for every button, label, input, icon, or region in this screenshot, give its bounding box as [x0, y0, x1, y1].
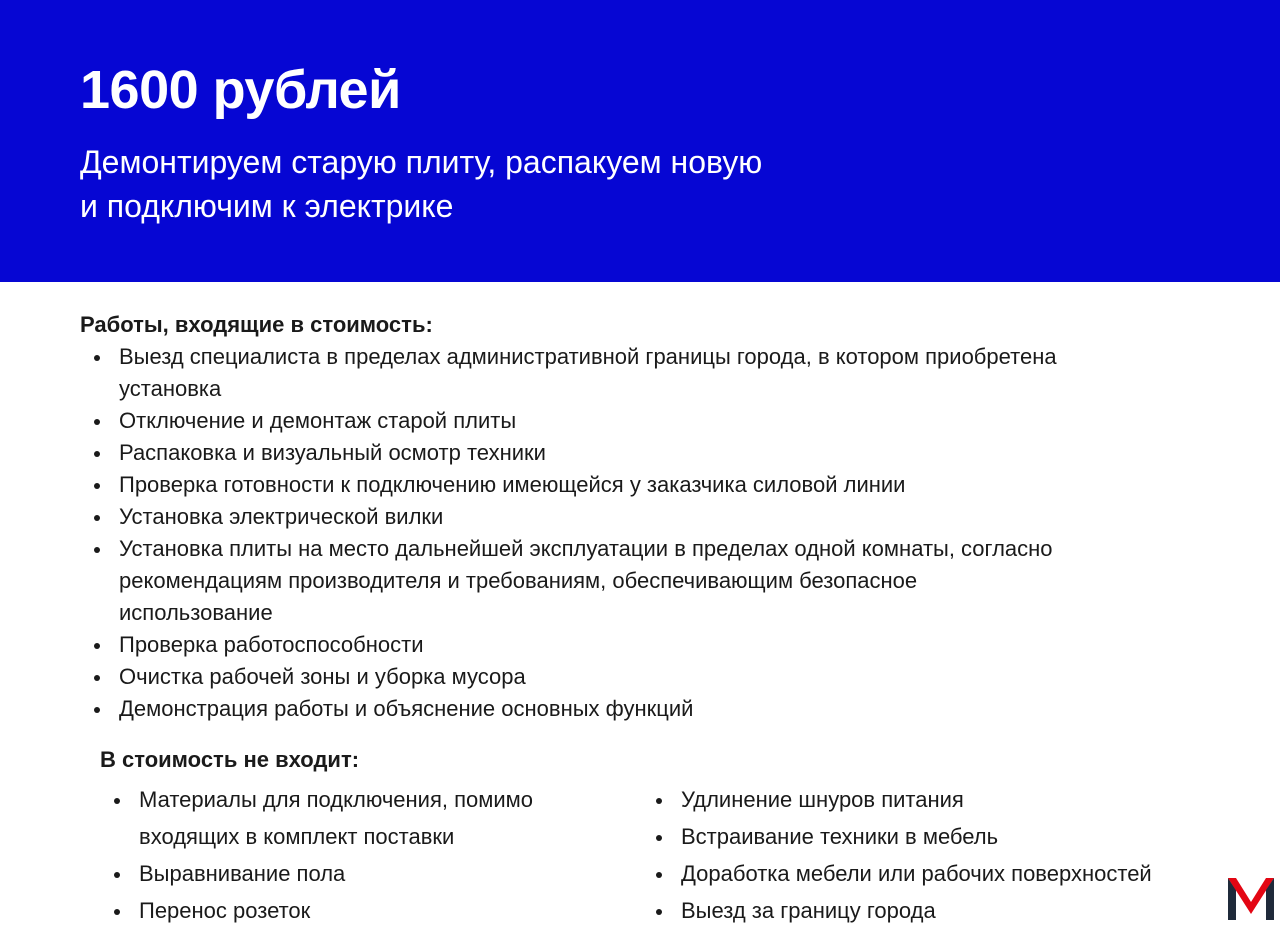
list-item-text: Распаковка и визуальный осмотр техники [119, 440, 546, 465]
list-item [100, 781, 609, 855]
brand-m-logo-svg [1226, 872, 1276, 920]
included-works-list [80, 341, 1080, 725]
list-item [642, 892, 1262, 929]
list-item-text: Выезд специалиста в пределах административной границы города, в котором приобретена установка [119, 344, 1057, 401]
bullet-icon [94, 355, 100, 361]
list-item [100, 855, 609, 892]
bullet-icon [94, 707, 100, 713]
list-item-text: Выезд за границу города [681, 898, 936, 923]
bullet-icon [94, 419, 100, 425]
list-item [80, 341, 1069, 405]
service-description-line: и подключим к электрике [80, 188, 454, 224]
bullet-icon [94, 483, 100, 489]
hero-banner [0, 0, 1280, 282]
list-item [80, 405, 1069, 437]
list-item [80, 629, 1069, 661]
list-item [80, 501, 1069, 533]
bullet-icon [114, 909, 120, 915]
bullet-icon [114, 872, 120, 878]
bullet-icon [94, 515, 100, 521]
excluded-list-right [642, 781, 1262, 929]
excluded-works-title: В стоимость не входит: [100, 747, 360, 772]
list-item-text: Установка плиты на место дальнейшей эксплуатации в пределах одной комнаты, согласно рекомендациям производителя и требованиям, обеспечивающим безопасное использование [119, 536, 1053, 625]
bullet-icon [656, 872, 662, 878]
list-item-text: Демонстрация работы и объяснение основных функций [119, 696, 694, 721]
list-item-text: Очистка рабочей зоны и уборка мусора [119, 664, 526, 689]
service-description [80, 140, 900, 228]
list-item-text: Проверка готовности к подключению имеющейся у заказчика силовой линии [119, 472, 906, 497]
list-item [642, 818, 1262, 855]
list-item [100, 892, 609, 929]
bullet-icon [114, 798, 120, 804]
list-item-text: Перенос розеток [139, 898, 311, 923]
list-item-text: Встраивание техники в мебель [681, 824, 999, 849]
included-works-section [80, 309, 1080, 725]
excluded-list-left [100, 781, 620, 929]
list-item-text: Проверка работоспособности [119, 632, 424, 657]
list-item [80, 437, 1069, 469]
list-item-text: Установка электрической вилки [119, 504, 444, 529]
list-item [80, 693, 1069, 725]
list-item-text: Материалы для подключения, помимо входящих в комплект поставки [139, 787, 534, 849]
service-description-line: Демонтируем старую плиту, распакуем новую [80, 144, 763, 180]
list-item [80, 533, 1069, 629]
list-item [642, 855, 1262, 892]
bullet-icon [656, 909, 662, 915]
list-item-text: Выравнивание пола [139, 861, 346, 886]
list-item-text: Отключение и демонтаж старой плиты [119, 408, 517, 433]
list-item [80, 661, 1069, 693]
bullet-icon [94, 643, 100, 649]
bullet-icon [94, 451, 100, 457]
bullet-icon [656, 835, 662, 841]
list-item-text: Удлинение шнуров питания [681, 787, 964, 812]
included-works-title: Работы, входящие в стоимость: [80, 312, 433, 337]
bullet-icon [656, 798, 662, 804]
list-item [80, 469, 1069, 501]
list-item [642, 781, 1262, 818]
excluded-works-section [100, 744, 1260, 923]
bullet-icon [94, 675, 100, 681]
list-item-text: Доработка мебели или рабочих поверхностей [681, 861, 1152, 886]
brand-m-logo-icon [1226, 872, 1276, 920]
bullet-icon [94, 547, 100, 553]
price-heading: 1600 рублей [80, 60, 401, 120]
